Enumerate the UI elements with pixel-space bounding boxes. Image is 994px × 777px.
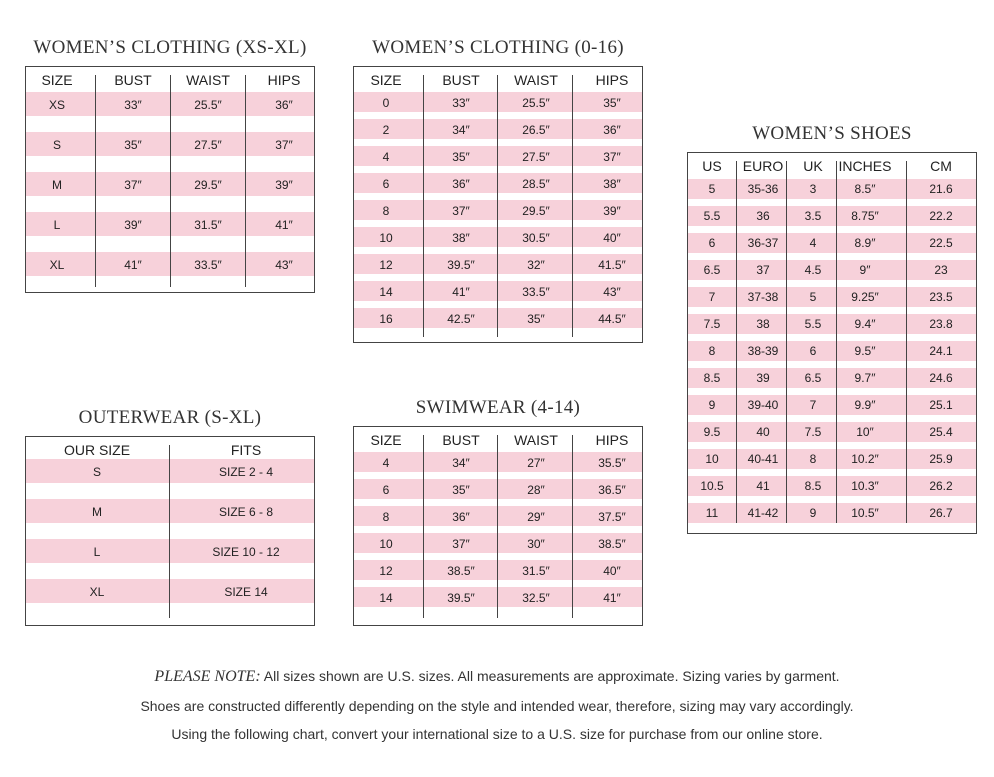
column-header: HIPS (267, 72, 301, 88)
table-cell: 9.5 (703, 425, 721, 439)
table-cell: 10 (379, 231, 393, 245)
table-cell: 38 (756, 317, 770, 331)
table-cell: 27.5″ (194, 138, 222, 152)
column-header: CM (930, 158, 952, 174)
table-cell: 35″ (452, 150, 470, 164)
table-cell: 37″ (124, 178, 142, 192)
table-cell: 25.5″ (194, 98, 222, 112)
table-row (688, 476, 976, 496)
column-divider (836, 161, 837, 523)
table-row (354, 120, 642, 140)
table-cell: 7.5 (703, 317, 721, 331)
table-cell: XS (48, 98, 66, 112)
table-cell: 8.9″ (854, 236, 876, 250)
table-cell: 29″ (527, 510, 545, 524)
table-row (688, 503, 976, 523)
table-cell: 31.5″ (194, 218, 222, 232)
column-header: OUR SIZE (63, 442, 131, 458)
table-cell: 7 (708, 290, 716, 304)
table-cell: 38-39 (747, 344, 779, 358)
table-cell: 6 (708, 236, 716, 250)
table-cell: 10″ (856, 425, 874, 439)
table-cell: 3.5 (804, 209, 822, 223)
table-row (354, 282, 642, 302)
table-cell: 36″ (275, 98, 293, 112)
table-row (354, 561, 642, 581)
column-divider (497, 75, 498, 337)
table-cell: 6.5 (804, 371, 822, 385)
table-cell: XL (49, 258, 65, 272)
table-cell: 37″ (603, 150, 621, 164)
title-womens-0-16: WOMEN’S CLOTHING (0-16) (372, 37, 624, 58)
table-cell: 30″ (527, 537, 545, 551)
table-cell: 8.5 (804, 479, 822, 493)
table-cell: 39″ (603, 204, 621, 218)
note-label: PLEASE NOTE: (154, 668, 261, 685)
table-header (354, 67, 642, 93)
column-header: HIPS (595, 432, 629, 448)
table-cell: 27.5″ (522, 150, 550, 164)
table-cell: 40-41 (747, 452, 779, 466)
column-header: EURO (742, 158, 784, 174)
table-cell: 0 (382, 96, 390, 110)
table-cell: 34″ (452, 123, 470, 137)
table-cell: 35-36 (747, 182, 779, 196)
table-cell: M (52, 178, 62, 192)
table-cell: 31.5″ (522, 564, 550, 578)
table-row (354, 174, 642, 194)
table-cell: 41″ (275, 218, 293, 232)
table-cell: 39″ (275, 178, 293, 192)
table-cell: 41″ (603, 591, 621, 605)
table-cell: L (93, 545, 101, 559)
table-cell: 35″ (452, 483, 470, 497)
title-swimwear: SWIMWEAR (4-14) (415, 397, 581, 418)
table-cell: 3 (809, 182, 817, 196)
table-cell: 10.3″ (851, 479, 879, 493)
column-header: SIZE (370, 432, 402, 448)
column-header: SIZE (370, 72, 402, 88)
table-cell: 41-42 (747, 506, 779, 520)
table-cell: 9 (809, 506, 817, 520)
table-womens-xs-xl (25, 66, 315, 293)
table-cell: 27″ (527, 456, 545, 470)
table-cell: 38.5″ (598, 537, 626, 551)
column-header: INCHES (838, 158, 892, 174)
table-cell: 5.5 (804, 317, 822, 331)
table-row (354, 309, 642, 329)
table-cell: XL (89, 585, 105, 599)
table-cell: 35″ (124, 138, 142, 152)
table-cell: 37 (756, 263, 770, 277)
table-row (354, 453, 642, 473)
table-cell: 33.5″ (194, 258, 222, 272)
table-cell: 39.5″ (447, 258, 475, 272)
table-cell: 16 (379, 312, 393, 326)
column-header: BUST (442, 432, 480, 448)
table-cell: 2 (382, 123, 390, 137)
column-header: UK (803, 158, 823, 174)
table-cell: 9.5″ (854, 344, 876, 358)
table-row (354, 507, 642, 527)
column-header: HIPS (595, 72, 629, 88)
table-cell: 10.5 (700, 479, 724, 493)
table-row (688, 449, 976, 469)
table-cell: 9 (708, 398, 716, 412)
table-cell: S (92, 465, 102, 479)
table-cell: 37″ (275, 138, 293, 152)
column-divider (169, 445, 170, 618)
table-cell: 30.5″ (522, 231, 550, 245)
table-cell: 26.5″ (522, 123, 550, 137)
column-divider (245, 75, 246, 287)
table-cell: 38.5″ (447, 564, 475, 578)
table-cell: 9.7″ (854, 371, 876, 385)
table-cell: S (52, 138, 62, 152)
table-cell: 5.5 (703, 209, 721, 223)
column-divider (423, 435, 424, 618)
table-cell: 39.5″ (447, 591, 475, 605)
table-cell: 28.5″ (522, 177, 550, 191)
table-cell: 24.1 (929, 344, 953, 358)
table-cell: 12 (379, 564, 393, 578)
table-cell: 38″ (603, 177, 621, 191)
table-row (26, 542, 314, 562)
column-divider (572, 435, 573, 618)
note-line-3: Using the following chart, convert your international size to a U.S. size for purchase from our online store. (171, 726, 823, 742)
table-row (26, 582, 314, 602)
table-cell: 10.2″ (851, 452, 879, 466)
table-cell: 26.7 (929, 506, 953, 520)
table-cell: 5 (708, 182, 716, 196)
table-swimwear (353, 426, 643, 626)
table-cell: 41″ (452, 285, 470, 299)
table-cell: 10 (379, 537, 393, 551)
table-cell: 36-37 (747, 236, 779, 250)
column-header: WAIST (186, 72, 230, 88)
table-cell: 29.5″ (194, 178, 222, 192)
table-row (26, 502, 314, 522)
table-cell: 10 (705, 452, 719, 466)
table-cell: 6 (809, 344, 817, 358)
table-row (688, 206, 976, 226)
table-cell: 8 (809, 452, 817, 466)
title-womens-shoes: WOMEN’S SHOES (752, 123, 912, 144)
table-row (354, 255, 642, 275)
title-outerwear: OUTERWEAR (S-XL) (78, 407, 262, 428)
table-cell: 35″ (527, 312, 545, 326)
column-divider (497, 435, 498, 618)
table-cell: 9″ (859, 263, 871, 277)
table-cell: 25.5″ (522, 96, 550, 110)
table-cell: 14 (379, 285, 393, 299)
table-row (688, 179, 976, 199)
table-cell: 44.5″ (598, 312, 626, 326)
table-cell: 6 (382, 483, 390, 497)
table-cell: 24.6 (929, 371, 953, 385)
column-header: BUST (114, 72, 152, 88)
table-cell: 23.8 (929, 317, 953, 331)
table-header (354, 427, 642, 453)
table-cell: SIZE 10 - 12 (212, 545, 280, 559)
table-cell: 29.5″ (522, 204, 550, 218)
table-cell: M (92, 505, 102, 519)
column-divider (786, 161, 787, 523)
table-cell: 39-40 (747, 398, 779, 412)
table-cell: 37.5″ (598, 510, 626, 524)
table-cell: 33″ (452, 96, 470, 110)
table-row (354, 534, 642, 554)
table-row (688, 287, 976, 307)
table-cell: 4 (382, 456, 390, 470)
table-cell: 40″ (603, 231, 621, 245)
table-row (688, 368, 976, 388)
table-row (354, 147, 642, 167)
table-cell: 5 (809, 290, 817, 304)
table-cell: 28″ (527, 483, 545, 497)
note-line-1 (0, 668, 994, 686)
table-cell: 40 (756, 425, 770, 439)
column-divider (170, 75, 171, 287)
table-cell: 35.5″ (598, 456, 626, 470)
table-cell: 9.25″ (851, 290, 879, 304)
column-divider (423, 75, 424, 337)
table-row (354, 201, 642, 221)
table-cell: SIZE 6 - 8 (218, 505, 274, 519)
column-header: US (702, 158, 722, 174)
table-cell: 41.5″ (598, 258, 626, 272)
table-cell: 37-38 (747, 290, 779, 304)
table-cell: 36 (756, 209, 770, 223)
table-cell: 33.5″ (522, 285, 550, 299)
table-cell: 25.1 (929, 398, 953, 412)
column-header: SIZE (41, 72, 73, 88)
table-cell: 21.6 (929, 182, 953, 196)
table-cell: 23 (934, 263, 948, 277)
table-row (354, 228, 642, 248)
table-cell: 36″ (452, 177, 470, 191)
table-cell: 8.75″ (851, 209, 879, 223)
table-cell: 22.2 (929, 209, 953, 223)
table-cell: 38″ (452, 231, 470, 245)
table-cell: 11 (705, 506, 719, 520)
table-cell: 25.4 (929, 425, 953, 439)
table-cell: 14 (379, 591, 393, 605)
table-cell: 41″ (124, 258, 142, 272)
note-line-2: Shoes are constructed differently depending on the style and intended wear, therefore, sizing may vary accordingly. (140, 698, 854, 714)
table-cell: 43″ (603, 285, 621, 299)
table-cell: 32″ (527, 258, 545, 272)
table-cell: 4.5 (804, 263, 822, 277)
table-cell: 7.5 (804, 425, 822, 439)
column-header: WAIST (514, 72, 558, 88)
table-cell: 6.5 (703, 263, 721, 277)
table-cell: 9.4″ (854, 317, 876, 331)
column-divider (736, 161, 737, 523)
table-cell: 4 (382, 150, 390, 164)
table-cell: 25.9 (929, 452, 953, 466)
table-cell: L (53, 218, 61, 232)
table-row (354, 93, 642, 113)
table-cell: 33″ (124, 98, 142, 112)
table-cell: 37″ (452, 204, 470, 218)
table-cell: 8 (382, 204, 390, 218)
table-cell: 23.5 (929, 290, 953, 304)
table-cell: 43″ (275, 258, 293, 272)
table-header (688, 153, 976, 179)
table-cell: 32.5″ (522, 591, 550, 605)
table-row (688, 314, 976, 334)
table-cell: 8 (382, 510, 390, 524)
column-divider (95, 75, 96, 287)
table-cell: 26.2 (929, 479, 953, 493)
table-cell: 37″ (452, 537, 470, 551)
table-cell: 7 (809, 398, 817, 412)
table-womens-shoes (687, 152, 977, 534)
table-cell: 4 (809, 236, 817, 250)
table-outerwear (25, 436, 315, 626)
table-row (688, 260, 976, 280)
table-cell: 34″ (452, 456, 470, 470)
table-row (354, 480, 642, 500)
table-cell: 35″ (603, 96, 621, 110)
table-row (688, 395, 976, 415)
column-header: WAIST (514, 432, 558, 448)
title-womens-xs-xl: WOMEN’S CLOTHING (XS-XL) (33, 37, 307, 58)
table-cell: 39 (756, 371, 770, 385)
table-cell: SIZE 14 (224, 585, 268, 599)
table-cell: 12 (379, 258, 393, 272)
column-divider (572, 75, 573, 337)
table-row (26, 462, 314, 482)
table-cell: 36″ (603, 123, 621, 137)
table-cell: 8.5 (703, 371, 721, 385)
note-text-1: All sizes shown are U.S. sizes. All measurements are approximate. Sizing varies by garment. (260, 668, 840, 684)
table-cell: 22.5 (929, 236, 953, 250)
table-womens-0-16 (353, 66, 643, 343)
table-cell: 10.5″ (851, 506, 879, 520)
column-divider (906, 161, 907, 523)
table-cell: 6 (382, 177, 390, 191)
table-cell: 39″ (124, 218, 142, 232)
table-cell: 8.5″ (854, 182, 876, 196)
table-cell: 36″ (452, 510, 470, 524)
table-row (688, 341, 976, 361)
table-cell: 42.5″ (447, 312, 475, 326)
table-cell: 41 (756, 479, 770, 493)
table-row (354, 588, 642, 608)
table-cell: 8 (708, 344, 716, 358)
table-cell: 9.9″ (854, 398, 876, 412)
table-cell: 40″ (603, 564, 621, 578)
column-header: FITS (230, 442, 262, 458)
column-header: BUST (442, 72, 480, 88)
table-cell: SIZE 2 - 4 (218, 465, 274, 479)
table-row (688, 233, 976, 253)
table-cell: 36.5″ (598, 483, 626, 497)
table-row (688, 422, 976, 442)
